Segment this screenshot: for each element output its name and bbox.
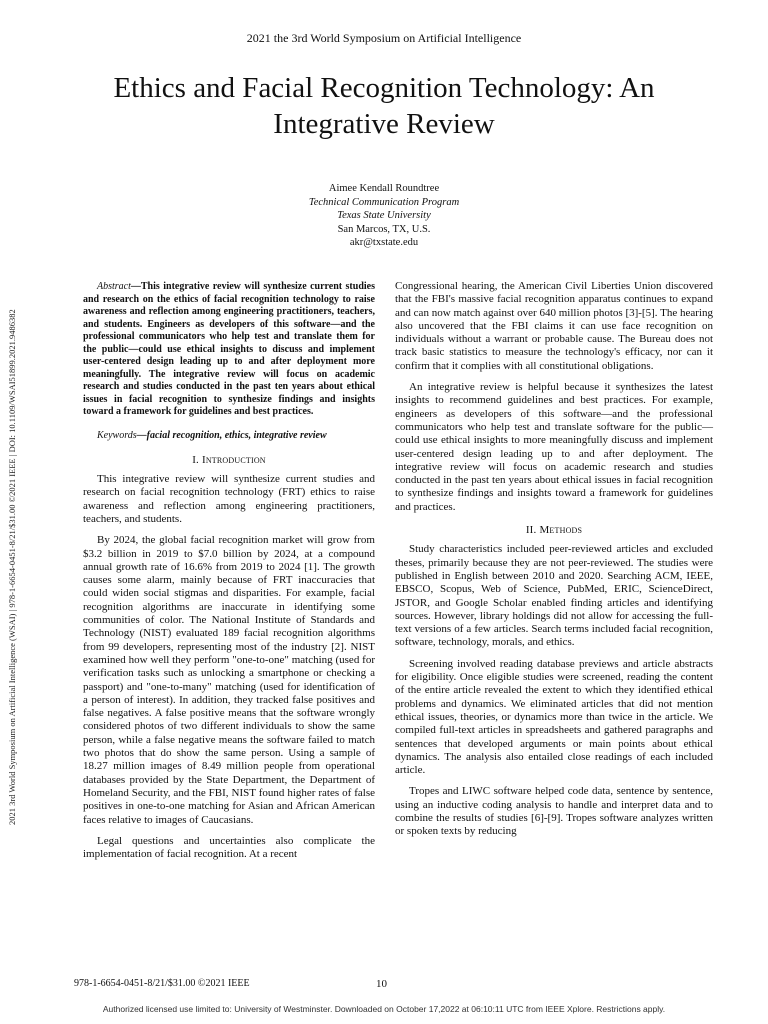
keywords-text: —facial recognition, ethics, integrative review (136, 429, 327, 441)
author-location: San Marcos, TX, U.S. (337, 223, 431, 235)
body-paragraph: Study characteristics included peer-reviewed articles and excluded theses, primarily because they are not peer-reviewed. The studies were published in English between 2010 and 2020. Searching ACM, IEEE, EBSCO, Scopus, Web of Science, PubMed, ERIC, ScienceDirect, JSTOR, and Google Scholar enabled finding articles and identifying sources. However, library holdings did not allow for accessing the full-text versions of a few articles. Search terms included facial recognition, software, technology, morals, and ethics. (395, 543, 713, 649)
author-name: Aimee Kendall Roundtree (328, 183, 440, 194)
body-paragraph: Congressional hearing, the American Civil Liberties Union discovered that the FBI's massive facial recognition apparatus continues to expand and can now match against over 640 million photos [3]-[5]. The hearing also uncovered that the FBI claims it can use face recognition on individuals without a warrant or probable cause. The Bureau does not track basic statistics to measure the technology's efficacy, nor can it confirm that it complies with all constitutional obligations. (395, 280, 713, 372)
methods-heading: II. Methods (525, 524, 583, 537)
body-paragraph: By 2024, the global facial recognition market will grow from $3.2 billion in 2019 to $7.0 billion by 2024, at a compound annual growth rate of 16.6% from 2019 to 2024 [1]. The growth causes some alarm, mainly because of FRT inaccuracies that could widen social stigmas and disparities. For example, facial recognition algorithms are inaccurate in identifying some communities of color. The National Institute of Standards and Technology (NIST) evaluated 189 facial recognition algorithms from 99 developers, representing most of the industry [2]. NIST examined how well they perform "one-to-one" matching (used for verification tasks such as unlocking a smartphone or checking a passport) and "one-to-many" matching (used for identification of a person of interest). In addition, they tracked false positives and false negatives. A false positive means that the software wrongly considered photos of two different individuals to show the same person, while a false negative means the software failed to match two photos that do show the same person. Using a sample of 18.27 million images of 8.49 million people from operational databases provided by the State Department, the Department of Homeland Security, and the FBI, NIST found higher rates of false positives in one-to-one matching for Asian and African American faces relative to images of Caucasians. (83, 534, 375, 826)
paper-title: Ethics and Facial Recognition Technology: An Integrative Review (113, 72, 655, 140)
abstract-text: —This integrative review will synthesize current studies and research on the ethics of facial recognition technology to raise awareness and reflection among engineering practitioners, teachers, and students. Engineers as developers of this software—and the professional communicators who help test and translate them for the public—could use ethical insights to discuss and implement user-centered design leading up to and after deployment more meaningfully. The integrative review will focus on academic research and studies conducted in the past ten years about ethical issues in facial recognition to synthesize findings and insights toward a framework for guidelines and best practices. (83, 281, 375, 417)
body-paragraph: This integrative review will synthesize current studies and research on facial recognition technology (FRT) ethics to raise awareness and reflection among engineering practitioners, teachers, and students. (83, 473, 375, 525)
intro-heading: I. Introduction (192, 453, 266, 466)
author-university: Texas State University (337, 210, 431, 221)
body-paragraph: An integrative review is helpful because it synthesizes the latest insights to recommend guidelines and best practices. For example, engineers as developers of this software—and the professional communicators who help test and translate software for the public—could use ethical insights to more meaningfully discuss and implement user-centered design leading up to and after deployment. The integrative review will focus on academic research and studies conducted in the past ten years about ethical issues in facial recognition to synthesize findings and insights toward a framework for guidelines and practices. (395, 381, 713, 513)
right-column (395, 280, 713, 847)
side-citation-text: 2021 3rd World Symposium on Artificial Intelligence (WSAI) | 978-1-6654-0451-8/21/$31.00 ©2021 IEEE | DOI: 10.1109/WSAI51899.2021.9486382 (7, 309, 17, 825)
abstract (83, 281, 375, 419)
conference-header: 2021 the 3rd World Symposium on Artificial Intelligence (246, 31, 522, 45)
side-citation (6, 195, 18, 825)
body-paragraph: Tropes and LIWC software helped code data, sentence by sentence, using an inductive coding analysis to handle and interpret data and to combine the results of studies [6]-[9]. Tropes software analyzes written or spoken texts by reducing (395, 785, 713, 838)
page-number: 10 (376, 978, 387, 990)
author-block (0, 182, 768, 250)
body-paragraph: Screening involved reading database previews and article abstracts for eligibility. Once eligible studies were screened, reading the content of the entire article revealed the extent to which they identified ethical problems and dynamics. We eliminated articles that did not mention ethical issues, theories, or dynamics more than twice in the article. We compiled full-text articles in spreadsheets and gathered paragraphs and sentences that developed arguments or main points about ethical dynamics. The analysis also entailed close readings of each included article. (395, 657, 713, 777)
author-email: akr@txstate.edu (349, 237, 419, 248)
footer-isbn: 978-1-6654-0451-8/21/$31.00 ©2021 IEEE (74, 978, 250, 989)
abstract-label: Abstract (97, 281, 131, 292)
keywords-label: Keywords (97, 429, 137, 441)
left-column (83, 281, 375, 869)
author-department: Technical Communication Program (308, 196, 460, 208)
keywords (83, 429, 375, 442)
license-notice: Authorized licensed use limited to: University of Westminster. Downloaded on October 17,2022 at 06:10:11 UTC from IEEE Xplore. Restrictions apply. (102, 1004, 666, 1014)
body-paragraph: Legal questions and uncertainties also complicate the implementation of facial recognition. At a recent (83, 834, 375, 861)
